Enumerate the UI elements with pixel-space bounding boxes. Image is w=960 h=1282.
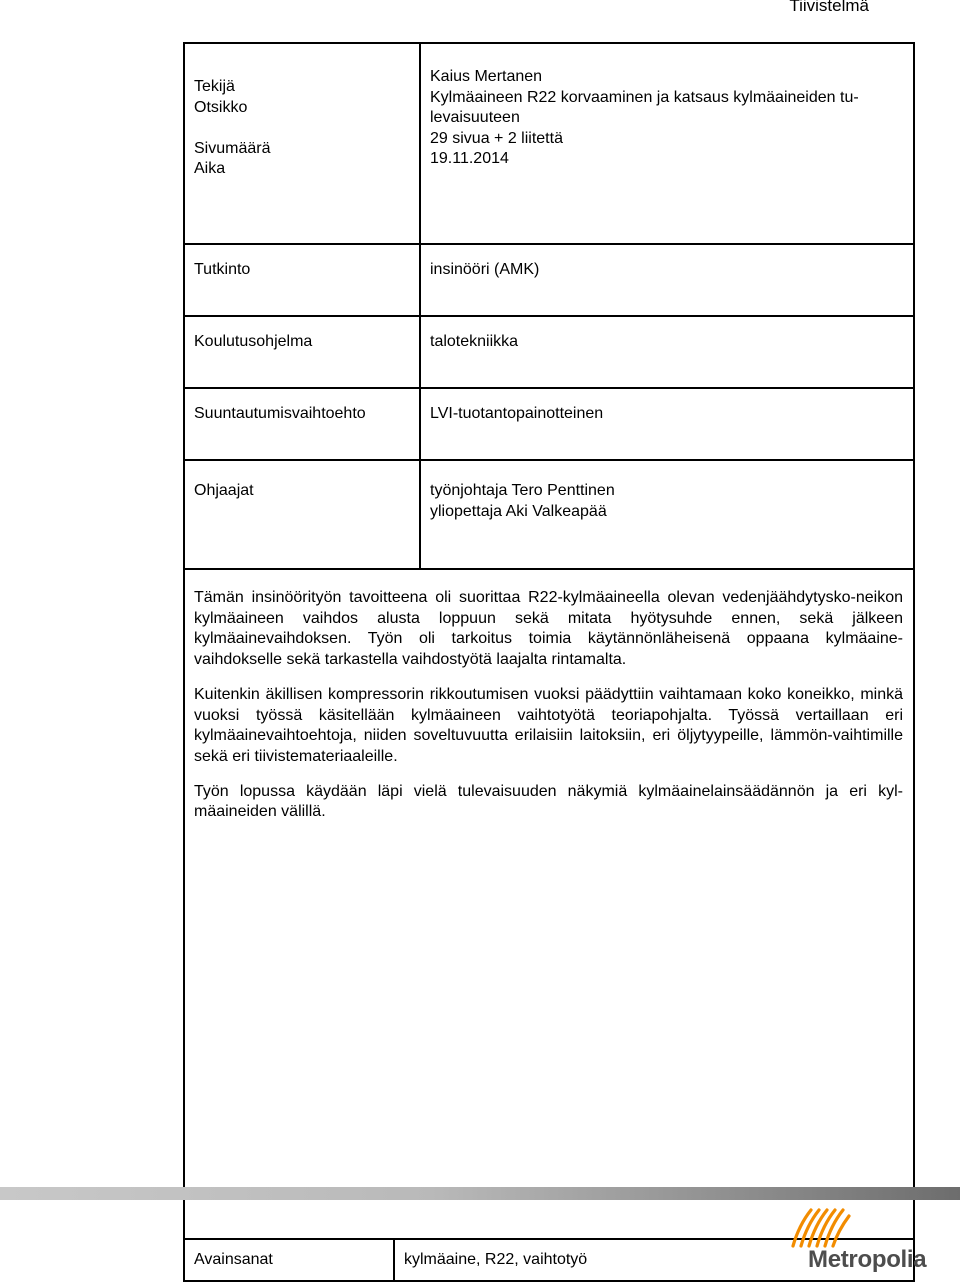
pages-label: Sivumäärä	[194, 139, 271, 157]
abstract-form	[183, 42, 915, 1282]
abstract-paragraph-3: Työn lopussa käydään läpi vielä tulevaisuuden näkymiä kylmäainelainsäädännön ja eri kyl-mäaineiden välillä.	[194, 782, 903, 821]
title-value-line2: levaisuuteen	[430, 109, 520, 126]
author-label: Tekijä	[194, 78, 235, 95]
supervisors-row	[184, 460, 914, 569]
date-value: 19.11.2014	[430, 150, 509, 167]
date-label: Aika	[194, 160, 226, 177]
identity-row	[184, 43, 914, 244]
abstract-paragraph-1: Tämän insinöörityön tavoitteena oli suorittaa R22-kylmäaineella olevan vedenjäähdytysko-neikon kylmäaineen vaihdos alusta loppuun sekä mitata hyötysuhde ennen, sekä jälkeen kylmäainevaihdoksen. Työn oli tarkoitus toimia käytännönläheisenä oppaana kylmäaine-vaihdokselle sekä tarkastella vaihdostyötä laajalta rintamalta.	[194, 589, 903, 669]
abstract-body	[184, 569, 914, 1239]
degree-value: insinööri (AMK)	[420, 244, 914, 316]
programme-row	[184, 316, 914, 388]
supervisors-values	[420, 460, 914, 569]
specialisation-row	[184, 388, 914, 460]
programme-value: talotekniikka	[420, 316, 914, 388]
title-label: Otsikko	[194, 98, 248, 116]
identity-values	[420, 43, 914, 244]
abstract-row	[184, 569, 914, 1239]
supervisor-2: yliopettaja Aki Valkeapää	[430, 502, 607, 520]
supervisor-1: työnjohtaja Tero Penttinen	[430, 482, 615, 499]
author-value: Kaius Mertanen	[430, 68, 543, 85]
degree-row	[184, 244, 914, 316]
degree-label: Tutkinto	[184, 244, 420, 316]
spacer-label	[194, 118, 419, 139]
specialisation-value: LVI-tuotantopainotteinen	[420, 388, 914, 460]
keywords-value: kylmäaine, R22, vaihtotyö	[404, 1251, 588, 1268]
pages-value: 29 sivua + 2 liitettä	[430, 129, 563, 147]
keywords-label: Avainsanat	[185, 1240, 394, 1280]
programme-label: Koulutusohjelma	[184, 316, 420, 388]
supervisors-label: Ohjaajat	[184, 460, 420, 569]
page-title: Tiivistelmä	[789, 0, 869, 15]
abstract-paragraph-2: Kuitenkin äkillisen kompressorin rikkoutumisen vuoksi päädyttiin vaihtamaan koko koneikko, minkä vuoksi työssä käsitellään kylmäaineen vaihtotyötä teoriapohjalta. Työssä vertaillaan eri kylmäainevaihtoehtoja, niiden soveltuvuutta erilaisiin laitoksiin, eri öljytyypeille, lämmön-vaihtimille sekä eri tiivistemateriaaleille.	[194, 685, 903, 765]
title-value-line1: Kylmäaineen R22 korvaaminen ja katsaus kylmäaineiden tu-	[430, 88, 859, 106]
specialisation-label: Suuntautumisvaihtoehto	[184, 388, 420, 460]
logo-wordmark: Metropolia	[808, 1246, 927, 1273]
identity-labels	[184, 43, 420, 244]
footer-bar	[0, 1187, 960, 1200]
